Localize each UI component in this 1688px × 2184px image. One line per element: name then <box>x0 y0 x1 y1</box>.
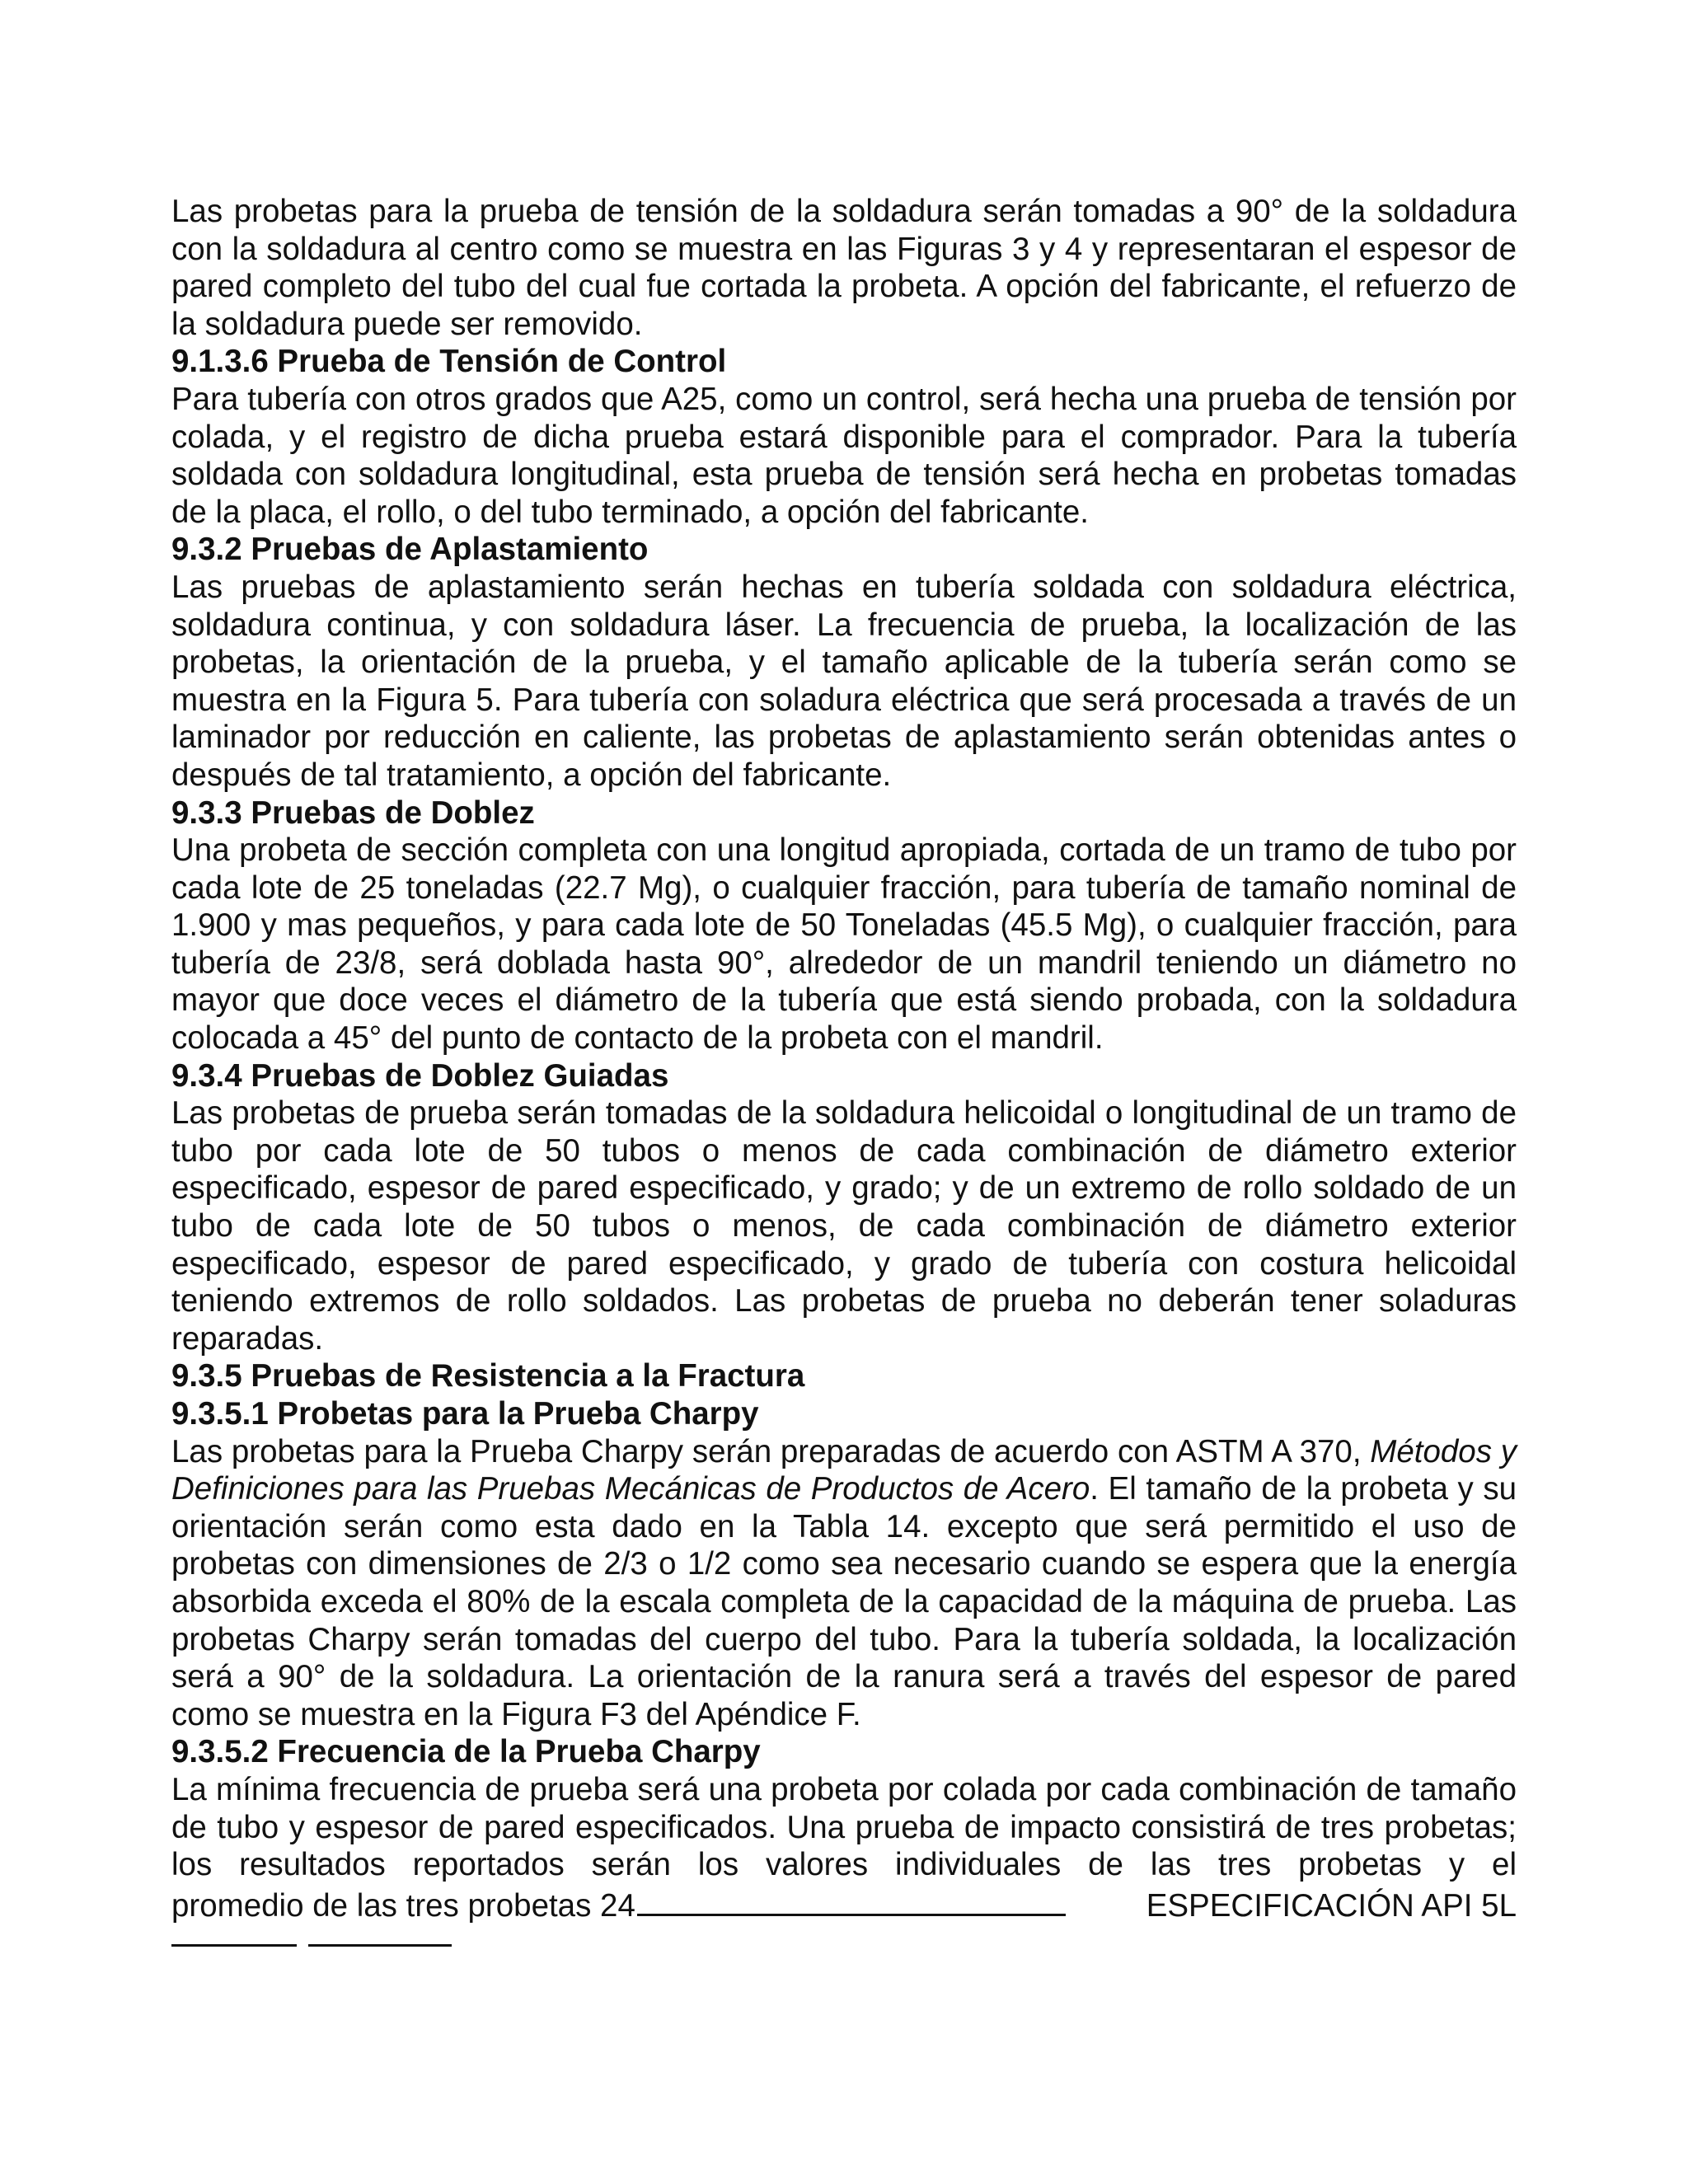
paragraph-charpy-specimens <box>171 1433 1517 1734</box>
underline-short <box>171 1944 297 1947</box>
paragraph-guided-bend-tests: Las probetas de prueba serán tomadas de la soldadura helicoidal o longitudinal de un tramo de tubo por cada lote de 50 tubos o menos de cada combinación de diámetro exterior especificado, espesor de pared especificado, y grado; y de un extremo de rollo soldado de un tubo de cada lote de 50 tubos o menos, de cada combinación de diámetro exterior especificado, espesor de pared especificado, y grado de tubería con costura helicoidal teniendo extremos de rollo soldados. Las probetas de prueba no deberán tener soladuras reparadas. <box>171 1095 1517 1357</box>
charpy-text-after: . El tamaño de la probeta y su orientación serán como esta dado en la Tabla 14. excepto que será permitido el uso de probetas con dimensiones de 2/3 o 1/2 como sea necesario cuando se espera que la energía absorbida exceda el 80% de la escala completa de la capacidad de la máquina de prueba. Las probetas Charpy serán tomadas del cuerpo del tubo. Para la tubería soldada, la localización será a 90° de la soldadura. La orientación de la ranura será a través del espesor de pared como se muestra en la Figura F3 del Apéndice F. <box>171 1471 1517 1732</box>
footer-spec-title: ESPECIFICACIÓN API 5L <box>1146 1887 1517 1924</box>
paragraph-bend-tests: Una probeta de sección completa con una longitud apropiada, cortada de un tramo de tubo por cada lote de 25 toneladas (22.7 Mg), o cualquier fracción, para tubería de tamaño nominal de 1.900 y mas pequeños, y para cada lote de 50 Toneladas (45.5 Mg), o cualquier fracción, para tubería de 23/8, será doblada hasta 90°, alrededor de un mandril teniendo un diámetro no mayor que doce veces el diámetro de la tubería que está siendo probada, con la soldadura colocada a 45° del punto de contacto de la probeta con el mandril. <box>171 832 1517 1057</box>
paragraph-weld-tension-specimens: Las probetas para la prueba de tensión de la soldadura serán tomadas a 90° de la soldadura con la soldadura al centro como se muestra en las Figuras 3 y 4 y representaran el espesor de pared completo del tubo del cual fue cortada la probeta. A opción del fabricante, el refuerzo de la soldadura puede ser removido. <box>171 194 1517 342</box>
heading-9-3-5-1: 9.3.5.1 Probetas para la Prueba Charpy <box>171 1396 759 1432</box>
document-body <box>171 193 1517 1433</box>
charpy-text-italic-title: Métodos y Definiciones para las Pruebas Mecánicas de Productos de Acero <box>171 1433 1517 1507</box>
heading-9-3-2: 9.3.2 Pruebas de Aplastamiento <box>171 532 649 568</box>
footer-line <box>171 1884 1517 1925</box>
underline-long <box>308 1944 452 1947</box>
charpy-text-before: Las probetas para la Prueba Charpy serán preparadas de acuerdo con ASTM A 370, <box>171 1433 1371 1469</box>
footer-underline-blank <box>637 1884 1066 1916</box>
paragraph-flattening-tests: Las pruebas de aplastamiento serán hechas en tubería soldada con soldadura eléctrica, soldadura continua, y con soldadura láser. La frecuencia de prueba, la localización de las probetas, la orientación de la prueba, y el tamaño aplicable de la tubería serán como se muestra en la Figura 5. Para tubería con soladura eléctrica que será procesada a través de un laminador por reducción en caliente, las probetas de aplastamiento serán obtenidas antes o después de tal tratamiento, a opción del fabricante. <box>171 569 1517 793</box>
paragraph-control-tension-test: Para tubería con otros grados que A25, como un control, será hecha una prueba de tensión por colada, y el registro de dicha prueba estará disponible para el comprador. Para la tubería soldada con soldadura longitudinal, esta prueba de tensión será hecha en probetas tomadas de la placa, el rollo, o del tubo terminado, a opción del fabricante. <box>171 381 1517 530</box>
paragraph-charpy-frequency: La mínima frecuencia de prueba será una probeta por colada por cada combinación de tamaño de tubo y espesor de pared especificados. Una prueba de impacto consistirá de tres probetas; los resultados reportados serán los valores individuales de las tres probetas y el <box>171 1771 1517 1883</box>
heading-9-3-4: 9.3.4 Pruebas de Doblez Guiadas <box>171 1057 669 1094</box>
heading-9-3-5: 9.3.5 Pruebas de Resistencia a la Fractura <box>171 1358 805 1394</box>
heading-9-3-5-2: 9.3.5.2 Frecuencia de la Prueba Charpy <box>171 1734 761 1770</box>
trailing-underlines <box>171 1924 1517 1957</box>
document-page <box>171 193 1517 1957</box>
footer-lead-text: promedio de las tres probetas 24 <box>171 1887 635 1924</box>
heading-9-3-3: 9.3.3 Pruebas de Doblez <box>171 794 535 831</box>
heading-9-1-3-6: 9.1.3.6 Prueba de Tensión de Control <box>171 344 727 380</box>
